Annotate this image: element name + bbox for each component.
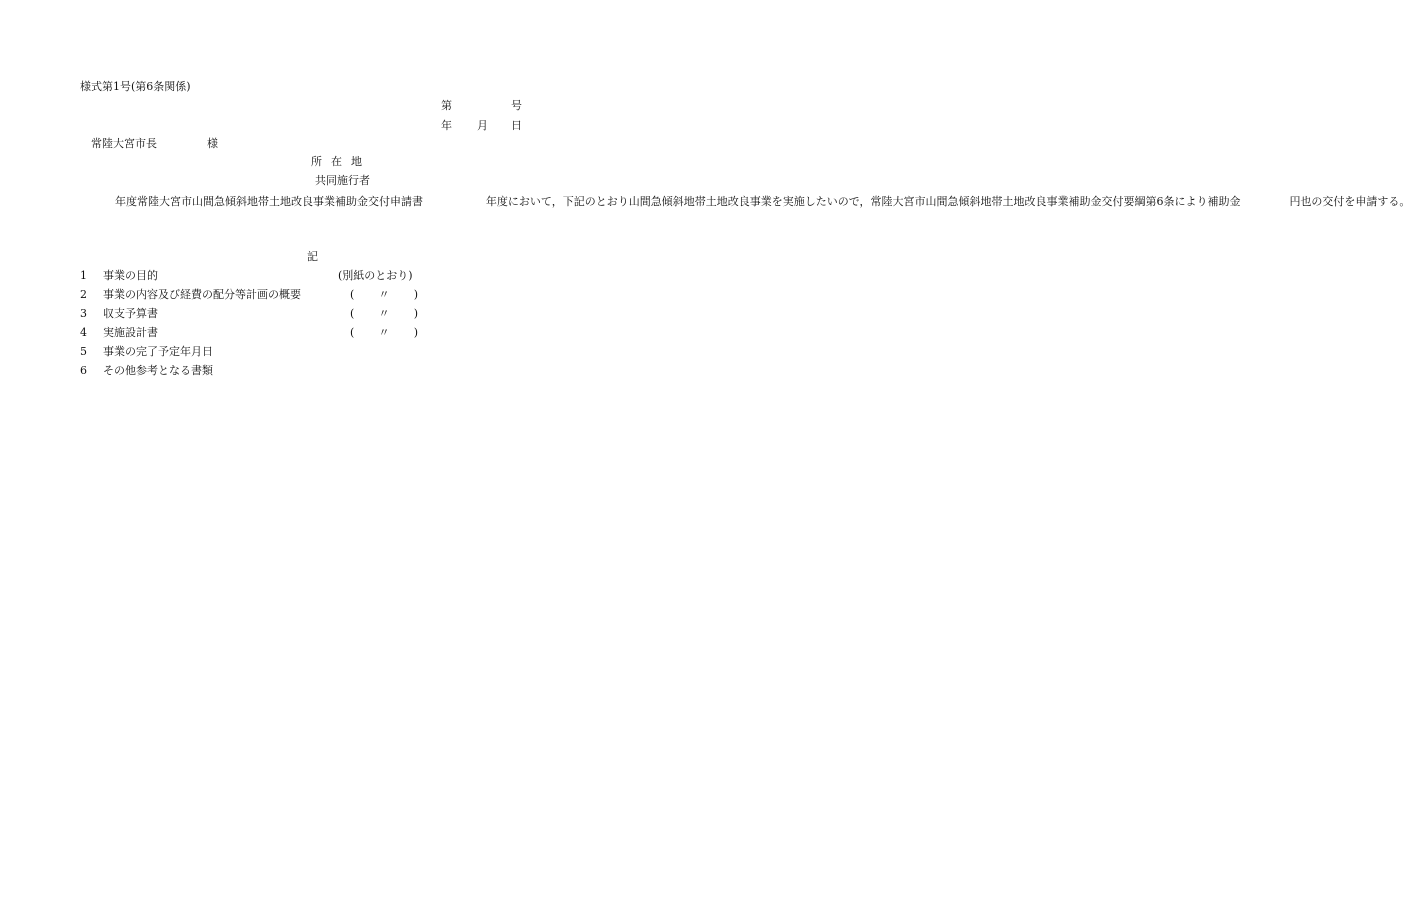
list-item <box>80 323 500 342</box>
form-label: 様式第1号(第6条関係) <box>80 80 191 93</box>
location-label: 所在地 <box>311 155 371 168</box>
item-number: 2 <box>80 288 87 301</box>
item-note: (別紙のとおり) <box>338 269 413 282</box>
item-number: 3 <box>80 307 87 320</box>
date-month: 月 <box>477 119 488 132</box>
item-label: 事業の目的 <box>103 269 158 282</box>
item-label: 実施設計書 <box>103 326 158 339</box>
item-label: 事業の完了予定年月日 <box>103 345 213 358</box>
number-suffix: 号 <box>511 99 522 112</box>
item-number: 6 <box>80 364 87 377</box>
date-day: 日 <box>511 119 522 132</box>
item-number: 5 <box>80 345 87 358</box>
item-label: 収支予算書 <box>103 307 158 320</box>
application-body-text <box>80 192 1410 211</box>
addressee-honorific: 様 <box>207 137 218 150</box>
item-label: 事業の内容及び経費の配分等計画の概要 <box>103 288 301 301</box>
note-close: ) <box>413 307 418 320</box>
body-part-1: 年度常陸大宮市山間急傾斜地帯土地改良事業補助金交付申請書 <box>114 195 423 208</box>
ditto-mark: 〃 <box>378 288 390 301</box>
item-note <box>350 323 418 342</box>
date-year: 年 <box>441 119 452 132</box>
number-prefix: 第 <box>441 99 452 112</box>
item-number: 1 <box>80 269 87 282</box>
note-open: ( <box>350 307 355 320</box>
ki-heading: 記 <box>307 250 318 263</box>
item-note <box>350 285 418 304</box>
note-close: ) <box>413 288 418 301</box>
item-note <box>350 304 418 323</box>
note-open: ( <box>350 288 355 301</box>
list-item <box>80 361 500 380</box>
list-item <box>80 266 500 285</box>
note-open: ( <box>350 326 355 339</box>
body-part-2: 年度において，下記のとおり山間急傾斜地帯土地改良事業を実施したいので，常陸大宮市山間急傾斜地帯土地改良事業補助金交付要綱第6条により補助金 <box>485 195 1241 208</box>
list-item <box>80 304 500 323</box>
joint-applicant-label: 共同施行者 <box>315 174 370 187</box>
body-part-3: 円也の交付を申請する。 <box>1289 195 1410 208</box>
note-close: ) <box>413 326 418 339</box>
ditto-mark: 〃 <box>378 326 390 339</box>
item-number: 4 <box>80 326 87 339</box>
addressee-name: 常陸大宮市長 <box>91 137 157 150</box>
ditto-mark: 〃 <box>378 307 390 320</box>
attachment-list <box>80 266 500 380</box>
list-item <box>80 342 500 361</box>
item-label: その他参考となる書類 <box>103 364 213 377</box>
list-item <box>80 285 500 304</box>
